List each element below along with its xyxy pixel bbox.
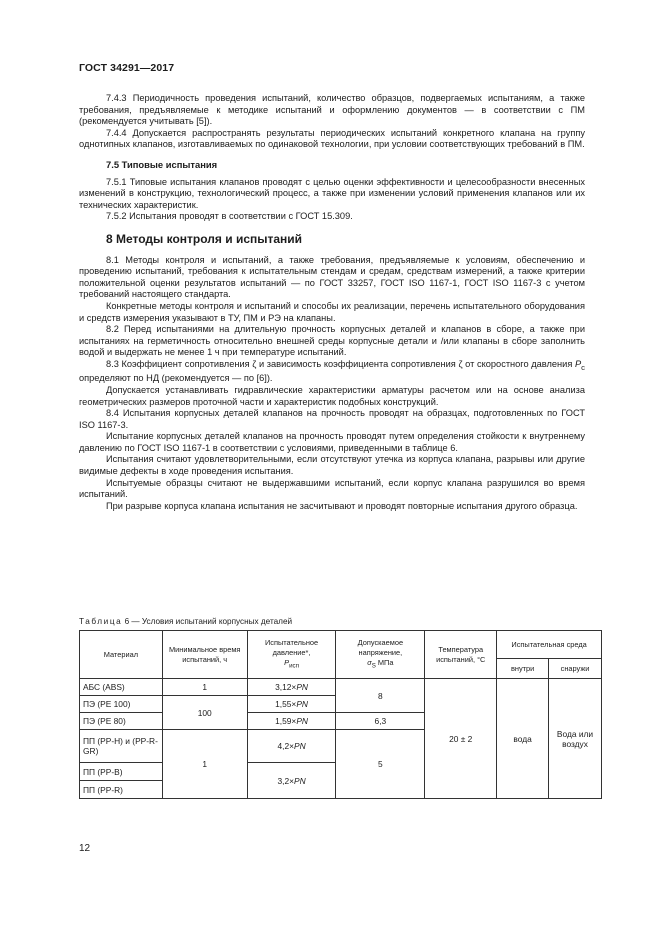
body-text <box>79 93 585 512</box>
cell-time: 1 <box>162 730 247 799</box>
header-medium: Испытательная среда <box>497 631 602 659</box>
cell-material: ПП (PP-R) <box>80 781 163 799</box>
header-pressure-symbol: P <box>284 657 290 667</box>
table-caption-prefix: Таблица <box>79 617 123 626</box>
paragraph-7-4-4: 7.4.4 Допускается распространять результаты периодических испытаний конкретного клапана на группу однотипных клапанов, изготавливаемых по одинаковой технологии, при условии соответствующих требований в ПМ. <box>79 127 585 150</box>
pn-symbol: PN <box>296 716 308 726</box>
pn-symbol: PN <box>294 741 306 751</box>
heading-7-5: 7.5 Типовые испытания <box>106 158 218 170</box>
header-pressure-label: Испытательное давление*, <box>264 638 319 657</box>
cell-material: ПП (РР-Н) и (PP-R-GR) <box>80 730 163 763</box>
header-pressure-subscript: исп <box>289 662 299 670</box>
cell-time: 100 <box>162 696 247 730</box>
cell-material: ПЭ (РЕ 80) <box>80 713 163 730</box>
header-stress-unit: МПа <box>375 657 394 667</box>
paragraph-8-1: 8.1 Методы контроля и испытаний, а также требования, предъявляемые к условиям, обеспечению и проведению испытаний, требования к испытательным стендам и средам, средствам измерений, а также критерии положительной оценки результатов испытаний — по ГОСТ 33257, ГОСТ ISO 1167-1, ГОСТ ISO 1167-3 с учетом требований настоящего стандарта. <box>79 254 585 300</box>
document-header: ГОСТ 34291—2017 <box>79 62 175 74</box>
cell-material: АБС (ABS) <box>80 679 163 696</box>
paragraph-7-4-3: 7.4.3 Периодичность проведения испытаний, количество образцов, подвергаемых испытаниям, а также требования, предъявляемые к методике испытаний и оформлению документов — в соответствии с ПМ (рекомендуется учитывать [5]). <box>79 93 585 127</box>
header-pressure <box>247 631 336 679</box>
paragraph-8-4-c: Испытания считают удовлетворительными, если отсутствуют утечка из корпуса клапана, разрывы или другие видимые дефекты в ходе проведения испытания. <box>79 454 585 477</box>
table-caption-text: 6 — Условия испытаний корпусных деталей <box>122 617 293 626</box>
paragraph-8-4: 8.4 Испытания корпусных деталей клапанов на прочность проводят на образцах, подготовленных по ГОСТ ISO 1167-3. <box>79 408 585 430</box>
cell-material: ПЭ (РЕ 100) <box>80 696 163 713</box>
paragraph-8-4-b: Испытание корпусных деталей клапанов на прочность проводят путем определения стойкости к внутреннему давлению по ГОСТ ISO 1167-1 в соответствии с условиями, приведенными в таблице 6. <box>79 431 585 453</box>
header-stress-label: Допускаемое напряжение, <box>357 638 404 657</box>
header-material: Материал <box>80 631 163 679</box>
pressure-value: 3,2× <box>277 775 294 786</box>
paragraph-8-3-a: 8.3 Коэффициент сопротивления ζ и зависимость коэффициента сопротивления ζ от скоростного давления <box>106 358 575 369</box>
pc-symbol: P <box>574 358 582 369</box>
pressure-value: 1,59× <box>275 716 297 726</box>
paragraph-8-3-c: Допускается устанавливать гидравлические характеристики арматуры расчетом или на основе анализа геометрических размеров проточной части и характеристик подобных конструкций. <box>79 384 585 407</box>
paragraph-8-3 <box>79 359 585 385</box>
paragraph-7-5-1: 7.5.1 Типовые испытания клапанов проводят с целью оценки эффективности и целесообразности внесенных изменений в конструкцию, технологический процесс, а также при изменении условий применения клапанов или их технических характеристик. <box>79 176 585 210</box>
paragraph-8-3-b: определяют по НД (рекомендуется — по [6]). <box>79 373 273 384</box>
cell-stress: 6,3 <box>336 713 425 730</box>
cell-pressure <box>247 696 336 713</box>
pn-symbol: PN <box>294 775 306 786</box>
cell-pressure <box>247 713 336 730</box>
test-conditions-table <box>79 630 602 799</box>
cell-pressure <box>247 679 336 696</box>
header-time: Минимальное время испытаний, ч <box>162 631 247 679</box>
cell-temperature: 20 ± 2 <box>425 679 497 799</box>
header-temperature: Температура испытаний, °С <box>425 631 497 679</box>
paragraph-8-1-b: Конкретные методы контроля и испытаний и способы их реализации, перечень испытательного оборудования и средств измерения указывают в ТУ, ПМ и РЭ на клапаны. <box>79 300 585 323</box>
header-inside: внутри <box>497 659 549 679</box>
pressure-value: 1,55× <box>275 699 297 709</box>
paragraph-8-4-d: Испытуемые образцы считают не выдержавшими испытаний, если корпус клапана разрушился во время испытаний. <box>79 477 585 500</box>
header-stress-subscript: S <box>371 662 376 670</box>
cell-pressure <box>247 730 336 763</box>
cell-stress: 5 <box>336 730 425 799</box>
paragraph-7-5-2: 7.5.2 Испытания проводят в соответствии с ГОСТ 15.309. <box>106 211 353 222</box>
pc-subscript: с <box>581 362 585 372</box>
cell-material: ПП (РР-В) <box>80 763 163 781</box>
cell-inside: вода <box>497 679 549 799</box>
pressure-value: 3,12× <box>275 682 297 692</box>
header-stress-symbol: σ <box>367 657 372 667</box>
page-number: 12 <box>79 843 91 854</box>
header-stress <box>336 631 425 679</box>
paragraph-8-2: 8.2 Перед испытаниями на длительную прочность корпусных деталей и клапанов в сборе, а также при испытаниях на герметичность относительно внешней среды корпусные детали и /или клапаны в сборе заполнить водой и выдержать не менее 1 ч при температуре испытаний. <box>79 324 585 358</box>
cell-pressure <box>247 763 336 799</box>
heading-8: 8 Методы контроля и испытаний <box>106 231 303 246</box>
cell-time: 1 <box>162 679 247 696</box>
pn-symbol: PN <box>296 699 308 709</box>
table-caption <box>79 617 292 626</box>
pressure-value: 4,2× <box>277 741 294 751</box>
pn-symbol: PN <box>296 682 308 692</box>
cell-outside: Вода или воздух <box>549 679 602 799</box>
table-row <box>80 679 602 696</box>
cell-stress: 8 <box>336 679 425 713</box>
paragraph-8-4-e: При разрыве корпуса клапана испытания не засчитывают и проводят повторные испытания другого образца. <box>106 500 578 511</box>
header-outside: снаружи <box>549 659 602 679</box>
